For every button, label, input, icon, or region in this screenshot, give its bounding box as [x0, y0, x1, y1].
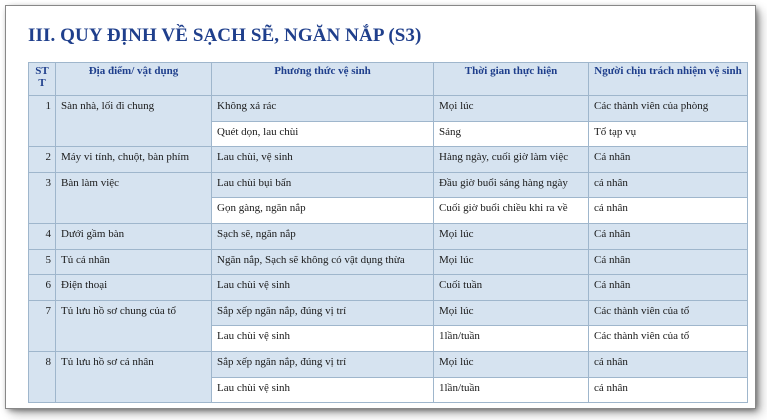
cell-stt: 3 [29, 172, 56, 223]
document-frame [6, 6, 755, 408]
table-row [29, 96, 748, 122]
cell-time: Đầu giờ buổi sáng hàng ngày [434, 172, 589, 198]
cell-location: Sàn nhà, lối đi chung [56, 96, 212, 147]
cell-method: Gọn gàng, ngăn nắp [212, 198, 434, 224]
cell-method: Lau chùi vệ sinh [212, 377, 434, 403]
cell-time: 1lần/tuần [434, 377, 589, 403]
cell-time: Cuối giờ buổi chiều khi ra về [434, 198, 589, 224]
cell-stt: 5 [29, 249, 56, 275]
cell-method: Không xả rác [212, 96, 434, 122]
cell-location: Bàn làm việc [56, 172, 212, 223]
table-body [29, 96, 748, 403]
table-row [29, 351, 748, 377]
header-location: Địa điểm/ vật dụng [56, 63, 212, 96]
cell-time: 1lần/tuần [434, 326, 589, 352]
cell-responsible: cá nhân [589, 198, 748, 224]
cell-time: Mọi lúc [434, 96, 589, 122]
cell-time: Cuối tuần [434, 275, 589, 301]
table-row [29, 300, 748, 326]
cell-time: Hàng ngày, cuối giờ làm việc [434, 147, 589, 173]
table-row [29, 249, 748, 275]
cell-stt: 8 [29, 351, 56, 402]
cell-stt: 4 [29, 223, 56, 249]
cell-responsible: Cá nhân [589, 223, 748, 249]
cell-method: Lau chùi, vệ sinh [212, 147, 434, 173]
cell-responsible: Các thành viên của tổ [589, 300, 748, 326]
cell-location: Tủ cá nhân [56, 249, 212, 275]
cell-method: Sắp xếp ngăn nắp, đúng vị trí [212, 351, 434, 377]
cell-method: Ngăn nắp, Sạch sẽ không có vật dụng thừa [212, 249, 434, 275]
table-row [29, 223, 748, 249]
header-responsible: Người chịu trách nhiệm vệ sinh [589, 63, 748, 96]
cell-location: Máy vi tính, chuột, bàn phím [56, 147, 212, 173]
cell-responsible: cá nhân [589, 377, 748, 403]
cell-time: Mọi lúc [434, 223, 589, 249]
cell-responsible: Cá nhân [589, 147, 748, 173]
cell-time: Mọi lúc [434, 300, 589, 326]
cell-responsible: cá nhân [589, 172, 748, 198]
section-title: III. QUY ĐỊNH VỀ SẠCH SẼ, NGĂN NẮP (S3) [28, 25, 422, 46]
cell-location: Dưới gầm bàn [56, 223, 212, 249]
cell-stt: 7 [29, 300, 56, 351]
cell-responsible: cá nhân [589, 351, 748, 377]
cell-responsible: Các thành viên của phòng [589, 96, 748, 122]
table-row [29, 275, 748, 301]
cell-responsible: Cá nhân [589, 249, 748, 275]
cell-method: Lau chùi bụi bẩn [212, 172, 434, 198]
cell-method: Sạch sẽ, ngăn nắp [212, 223, 434, 249]
cell-responsible: Tổ tạp vụ [589, 121, 748, 147]
hygiene-rules-table [28, 62, 748, 403]
cell-time: Sáng [434, 121, 589, 147]
cell-time: Mọi lúc [434, 351, 589, 377]
header-method: Phương thức vệ sinh [212, 63, 434, 96]
cell-location: Tủ lưu hồ sơ chung của tổ [56, 300, 212, 351]
cell-location: Điện thoại [56, 275, 212, 301]
header-time: Thời gian thực hiện [434, 63, 589, 96]
cell-responsible: Cá nhân [589, 275, 748, 301]
cell-method: Sắp xếp ngăn nắp, đúng vị trí [212, 300, 434, 326]
cell-method: Lau chùi vệ sinh [212, 326, 434, 352]
table-row [29, 172, 748, 198]
cell-location: Tủ lưu hồ sơ cá nhân [56, 351, 212, 402]
cell-method: Quét dọn, lau chùi [212, 121, 434, 147]
cell-stt: 2 [29, 147, 56, 173]
cell-stt: 6 [29, 275, 56, 301]
cell-responsible: Các thành viên của tổ [589, 326, 748, 352]
cell-time: Mọi lúc [434, 249, 589, 275]
header-stt: ST T [29, 63, 56, 96]
table-header-row [29, 63, 748, 96]
cell-stt: 1 [29, 96, 56, 147]
cell-method: Lau chùi vệ sinh [212, 275, 434, 301]
table-row [29, 147, 748, 173]
